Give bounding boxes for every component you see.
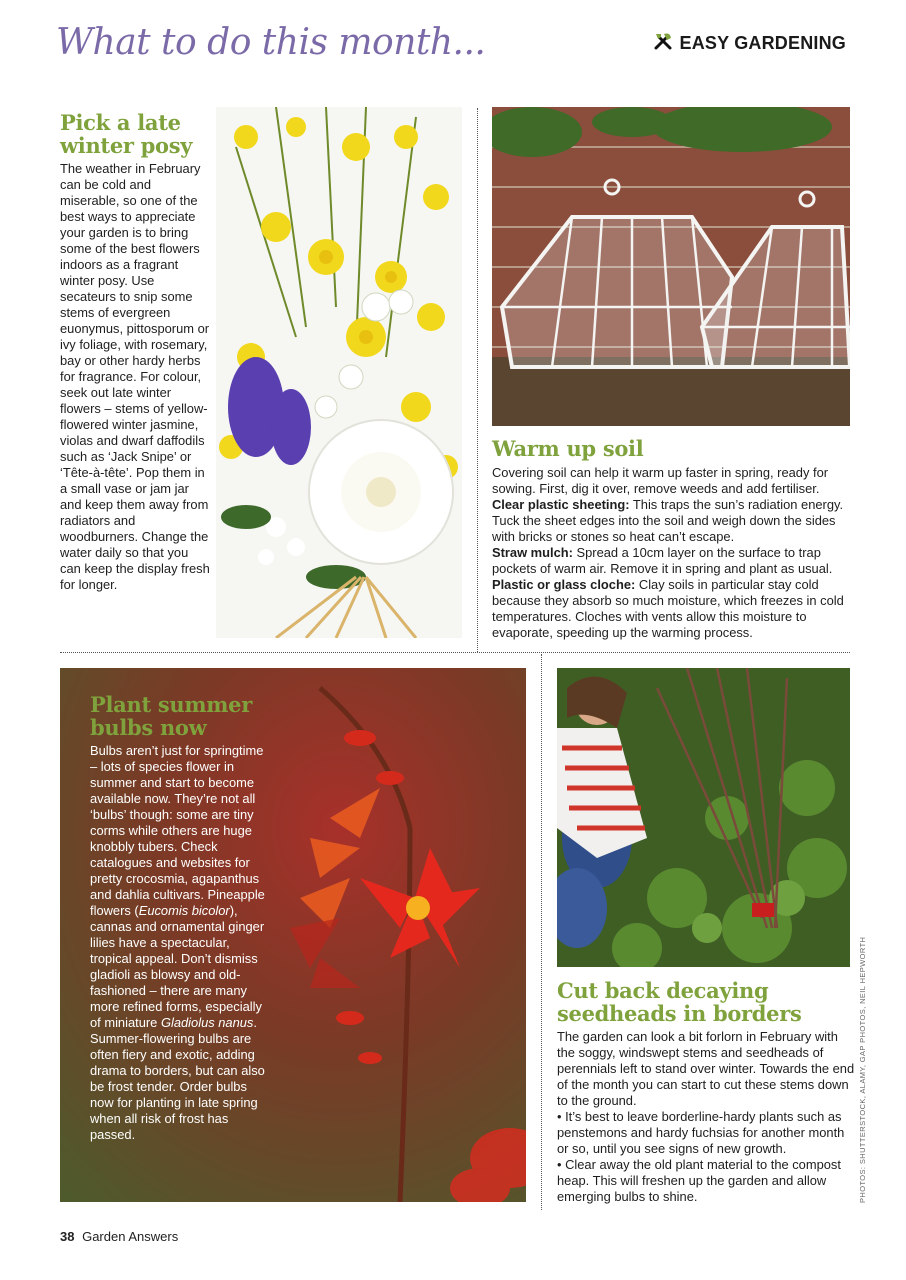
bulbs-body-italic: Gladiolus nanus <box>160 1015 254 1031</box>
column-divider <box>477 108 478 652</box>
soil-item <box>492 545 854 577</box>
soil-item <box>492 577 854 641</box>
gardener-photo <box>557 668 850 967</box>
posy-body: The weather in February can be cold and miserable, so one of the best ways to appreciate your garden is to bring some of the best flowers indoors as a fragrant winter posy. Use secateurs to snip some stems of evergreen euonymus, pittosporum or ivy foliage, with rosemary, bay or other hardy herbs for fragrance. For colour, seek out late winter flowers – stems of yellow-flowered winter jasmine, violas and dwarf daffodils such as ‘Jack Snipe’ or ‘Tête-à-tête’. Pop them in a small vase or jam jar and keep them away from radiators and woodburners. Change the water daily so that you can keep the display fresh for longer. <box>60 161 210 593</box>
bulbs-article <box>90 694 272 1143</box>
soil-intro: Covering soil can help it warm up faster in spring, ready for sowing. First, dig it over, remove weeds and add fertiliser. <box>492 464 829 496</box>
bulbs-body <box>90 743 272 1143</box>
posy-heading: Pick a late winter posy <box>60 110 193 158</box>
magazine-name: Garden Answers <box>82 1229 179 1244</box>
posy-article <box>60 112 210 593</box>
brand-text: EASY GARDENING <box>679 32 846 53</box>
photo-credit: PHOTOS: SHUTTERSTOCK, ALAMY, GAP PHOTOS, NEIL HEPWORTH <box>858 936 867 1203</box>
column-divider <box>541 654 542 1210</box>
posy-photo <box>216 107 462 638</box>
row-divider <box>60 652 850 653</box>
brand-label <box>652 32 847 54</box>
bulbs-heading: Plant summer bulbs now <box>90 692 253 740</box>
soil-item-text: Clay soils in particular stay cold because they absorb so much moisture, which freezes in cold temperatures. Cloches with vents allow this moisture to evaporate, speeding up the warming process. <box>492 576 844 640</box>
bulbs-body-italic: Eucomis bicolor <box>138 903 230 919</box>
page-footer <box>60 1229 178 1244</box>
soil-item-text: This traps the sun’s radiation energy. Tuck the sheet edges into the soil and weigh down the sides with bricks or stones so heat can’t escape. <box>492 496 844 544</box>
seedheads-heading: Cut back decaying seedheads in borders <box>557 978 802 1026</box>
seedheads-bullet: • Clear away the old plant material to the compost heap. This will freshen up the garden and allow emerging bulbs to shine. <box>557 1157 841 1205</box>
bulbs-body-text: . Summer-flowering bulbs are often fiery and exotic, adding drama to borders, but can also be frost tender. Order bulbs now for planting in late spring when all risk of frost has passed. <box>90 1015 265 1143</box>
soil-item <box>492 497 854 545</box>
page-number: 38 <box>60 1229 75 1244</box>
soil-item-lead: Straw mulch: <box>492 544 573 560</box>
soil-item-lead: Plastic or glass cloche: <box>492 576 636 592</box>
tools-icon <box>652 30 674 57</box>
bulbs-body-text: Bulbs aren’t just for springtime – lots of species flower in summer and start to become available now. They’re not all ‘bulbs’ though: some are tiny corms while others are huge knobbly tubers. Check catalogues and websites for pretty crocosmia, agapanthus and dahlia cultivars. Pineapple flowers ( <box>90 743 265 919</box>
soil-item-lead: Clear plastic sheeting: <box>492 496 630 512</box>
soil-item-text: Spread a 10cm layer on the surface to trap pockets of warm air. Remove it in spring and plant as usual. <box>492 544 833 576</box>
seedheads-intro: The garden can look a bit forlorn in February with the soggy, windswept stems and seedheads of perennials left to stand over winter. Towards the end of the month you can start to cut these stems down to the ground. <box>557 1029 855 1109</box>
seedheads-bullet: • It’s best to leave borderline-hardy plants such as penstemons and hardy fuchsias for another month or so, until you see signs of new growth. <box>557 1109 845 1157</box>
seedheads-article <box>557 980 857 1205</box>
bulbs-body-text: ), cannas and ornamental ginger lilies have a spectacular, tropical appeal. Don’t dismiss gladioli as blowsy and old-fashioned – there are many more refined forms, especially of miniature <box>90 903 265 1031</box>
soil-heading: Warm up soil <box>492 436 644 461</box>
page-title: What to do this month... <box>56 22 486 63</box>
soil-article <box>492 438 854 641</box>
cloche-photo <box>492 107 850 426</box>
